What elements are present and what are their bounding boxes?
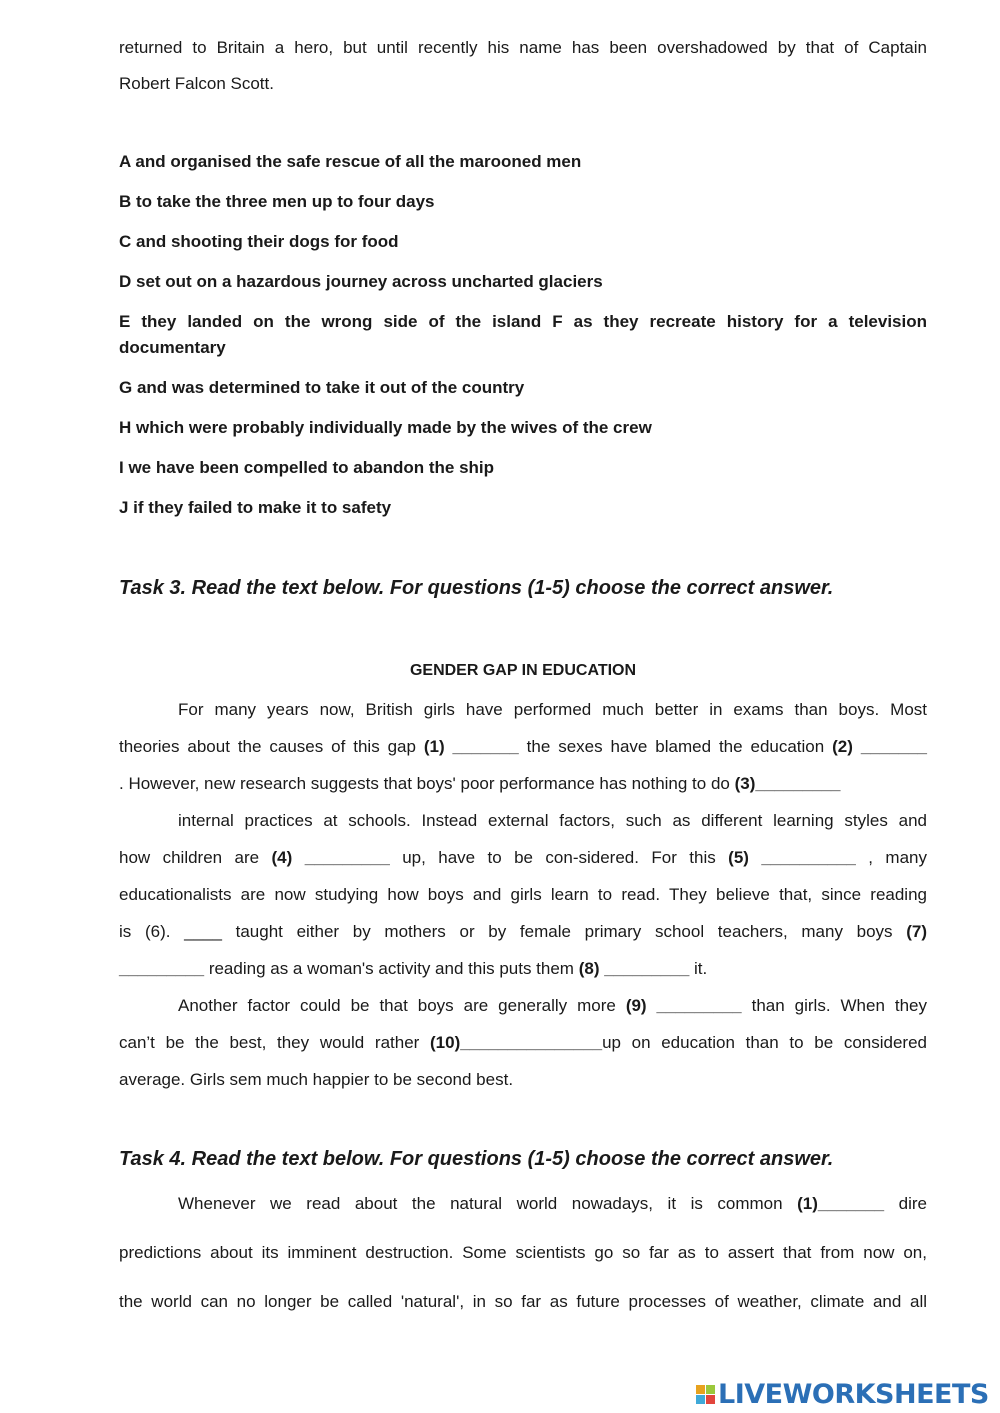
option-c: C and shooting their dogs for food [119, 232, 399, 251]
task3-text [119, 691, 927, 1098]
gap-4: (4) _________ [271, 848, 390, 867]
gap-7-label: (7) [906, 922, 927, 941]
logo-icon [696, 1385, 715, 1404]
text-line: _________ reading as a woman's activity and this puts them (8) _________ it. [119, 959, 708, 978]
liveworksheets-logo [696, 1376, 989, 1412]
text-line: Whenever we read about the natural world nowadays, it is common (1)_______ dire [178, 1194, 927, 1213]
option-a: A and organised the safe rescue of all the marooned men [119, 152, 582, 171]
gap-5: (5) __________ [728, 848, 856, 867]
option-j: J if they failed to make it to safety [119, 498, 392, 517]
text-line: how children are (4) _________ up, have to be con-sidered. For this (5) __________ , many [119, 848, 927, 867]
text-line: the world can no longer be called 'natural', in so far as future processes of weather, climate and all [119, 1292, 927, 1311]
text-line: is (6). ____ taught either by mothers or by female primary school teachers, many boys (7) [119, 922, 927, 941]
gap-2: (2) _______ [832, 737, 928, 756]
option-b: B to take the three men up to four days [119, 192, 435, 211]
logo-text: LIVEWORKSHEETS [718, 1378, 989, 1410]
text-line: For many years now, British girls have performed much better in exams than boys. Most [178, 700, 927, 719]
gap-10: (10)_______________ [430, 1033, 603, 1052]
intro-line: returned to Britain a hero, but until recently his name has been overshadowed by that of Captain [119, 38, 927, 57]
text-line: predictions about its imminent destruction. Some scientists go so far as to assert that from now on, [119, 1243, 927, 1262]
text-line: theories about the causes of this gap (1) _______ the sexes have blamed the education (2) _______ [119, 737, 928, 756]
option-i: I we have been compelled to abandon the ship [119, 458, 495, 477]
gap-7: _________ [119, 959, 205, 978]
intro-line: Robert Falcon Scott. [119, 74, 274, 93]
text-line: can’t be the best, they would rather (10)_______________up on education than to be considered [119, 1033, 927, 1052]
option-e: E they landed on the wrong side of the island F as they recreate history for a television documentary [119, 312, 927, 357]
gap-1: (1) _______ [423, 737, 519, 756]
gap-9: (9) _________ [625, 996, 742, 1015]
task4-title: Task 4. Read the text below. For questions (1-5) choose the correct answer. [119, 1148, 834, 1170]
option-g: G and was determined to take it out of the country [119, 378, 525, 397]
task3-heading: GENDER GAP IN EDUCATION [409, 662, 637, 679]
gap-3: (3)_________ [734, 774, 841, 793]
intro-paragraph [119, 30, 927, 102]
option-d: D set out on a hazardous journey across uncharted glaciers [119, 272, 603, 291]
text-line: internal practices at schools. Instead external factors, such as different learning styles and [178, 811, 927, 830]
option-h: H which were probably individually made by the wives of the crew [119, 418, 652, 437]
text-line: educationalists are now studying how boys and girls learn to read. They believe that, since reading [119, 885, 927, 904]
task4-gap-1: (1)_______ [797, 1194, 885, 1213]
text-line: . However, new research suggests that boys' poor performance has nothing to do (3)_________ [119, 774, 841, 793]
gap-8: (8) _________ [578, 959, 690, 978]
task4-text [119, 1185, 927, 1332]
text-line: average. Girls sem much happier to be second best. [119, 1070, 514, 1089]
text-line: Another factor could be that boys are generally more (9) _________ than girls. When they [178, 996, 928, 1015]
task3-title: Task 3. Read the text below. For questions (1-5) choose the correct answer. [119, 577, 834, 599]
